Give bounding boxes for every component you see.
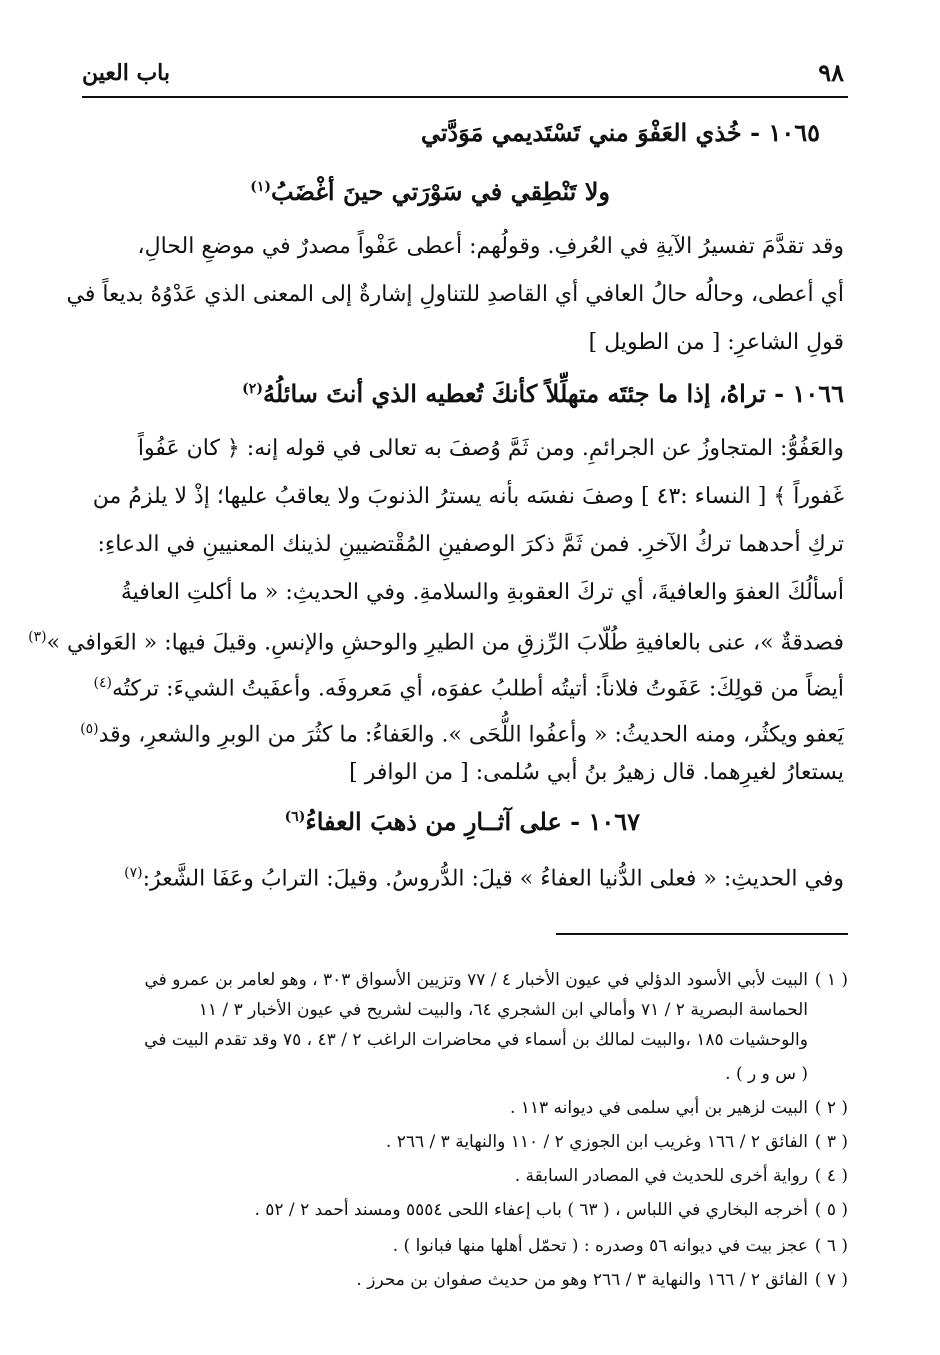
footnote-7: ( ٧ )الفائق ٢ / ١٦٦ والنهاية ٣ / ٢٦٦ وهو من حديث صفوان بن محرز . (356, 1270, 848, 1290)
footnote-2: ( ٢ )البيت لزهير بن أبي سلمى في ديوانه ١١٣ . (509, 1098, 848, 1118)
body-line: وقد تقدَّمَ تفسيرُ الآيةِ في العُرفِ. وقولُهم: أعطى عَفْواً مصدرٌ في موضعِ الحالِ، (137, 234, 844, 259)
footnote-5: ( ٥ )أخرجه البخاري في اللباس ، ( ٦٣ ) باب إعفاء اللحى ٥٥٥٤ ومسند أحمد ٢ / ٥٢ . (254, 1200, 848, 1220)
body-line: غَفوراً ﴾ [ النساء :٤٣ ] وصفَ نفسَه بأنه يسترُ الذنوبَ ولا يعاقبُ عليها؛ إذْ لا يلزمُ من (92, 484, 844, 509)
body-line: أسألُكَ العفوَ والعافيةَ، أي تركَ العقوبةِ والسلامةِ. وفي الحديثِ: « ما أكلتِ العافيةُ (120, 580, 844, 605)
footnote-6: ( ٦ )عجز بيت في ديوانه ٥٦ وصدره : ( تحمّل أهلها منها فبانوا ) . (392, 1236, 848, 1256)
verse-1066: ١٠٦٦ - تراهُ، إذا ما جئتَه متهلِّلاً كأنكَ تُعطيه الذي أنتَ سائلُهُ$^{(٢)}$ (242, 379, 844, 408)
footnote-1-line: الحماسة البصرية ٢ / ٧١ وأمالي ابن الشجري ٦٤، والبيت لشريح في عيون الأخبار ٣ / ١١ (198, 1000, 808, 1020)
body-line: أيضاً من قولِكَ: عَفَوتُ فلاناً: أتيتُه أطلبُ عفوَه، أي مَعروفَه. وأعفَيتُ الشيءَ: تركتُه$^{(٤)}$ (93, 675, 844, 702)
footnote-marker: (٦) (284, 809, 306, 825)
footnote-marker: (٤) (93, 675, 112, 691)
header-rule (82, 96, 848, 98)
body-line: والعَفُوُّ: المتجاوزُ عن الجرائمِ. ومن ثَمَّ وُصفَ به تعالى في قوله إنه: ﴿ كان عَفُواً (137, 436, 844, 461)
body-line: يَعفو ويكثُر، ومنه الحديثُ: « وأعفُوا اللُّحَى ». والعَفاءُ: ما كثُرَ من الوبرِ والشعرِ، وقد$^{(٥)}$ (80, 721, 844, 748)
page-number: ٩٨ (818, 58, 844, 87)
footnote-1-line: والوحشيات ١٨٥ ،والبيت لمالك بن أسماء في محاضرات الراغب ٢ / ٤٣ ، ٧٥ وقد تقدم البيت في (144, 1030, 808, 1050)
footnote-1: ( ١ )البيت لأبي الأسود الدؤلي في عيون الأخبار ٤ / ٧٧ وتزيين الأسواق ٣٠٣ ، وهو لعامر بن عمرو في (144, 970, 848, 990)
footnote-4: ( ٤ )رواية أخرى للحديث في المصادر السابقة . (514, 1166, 848, 1186)
footnote-marker: (١) (250, 179, 271, 195)
footnote-1-line: ( س و ر ) . (725, 1064, 808, 1084)
footnote-separator (556, 933, 848, 935)
footnote-marker: (٣) (28, 629, 47, 645)
footnote-3: ( ٣ )الفائق ٢ / ١٦٦ وغريب ابن الجوزي ٢ / ١١٠ والنهاية ٣ / ٢٦٦ . (385, 1132, 848, 1152)
body-line: وفي الحديثِ: « فعلى الدُّنيا العفاءُ » قيلَ: الدُّروسُ. وقيلَ: الترابُ وعَفَا الشَّعرُ:$^{(٧)}$ (124, 865, 844, 892)
body-line: يستعارُ لغيرِهما. قال زهيرُ بنُ أبي سُلمى: [ من الوافر ] (349, 760, 844, 785)
verse-1067: ١٠٦٧ - على آثــارِ من ذهبَ العفاءُ$^{(٦)}$ (284, 807, 640, 836)
chapter-title: باب العين (82, 60, 171, 86)
body-line: تركِ أحدهما تركُ الآخرِ. فمن ثَمَّ ذكرَ الوصفينِ المُقْتضيينِ لذينك المعنيينِ في الدعاءِ: (97, 532, 844, 557)
body-line: قولِ الشاعرِ: [ من الطويل ] (588, 330, 844, 355)
body-line: فصدقةٌ »، عنى بالعافيةِ طُلّابَ الرِّزقِ من الطيرِ والوحشِ والإنسِ. وقيلَ فيها: « العَوافي »$^{(٣)}$ (28, 629, 844, 656)
footnote-marker: (٧) (124, 865, 143, 881)
footnote-marker: (٥) (80, 721, 99, 737)
body-line: أي أعطى، وحالُه حالُ العافي أي القاصدِ للتناولِ إشارةٌ إلى المعنى الذي عَدْوُهُ بديعاً في (66, 282, 844, 307)
footnote-marker: (٢) (242, 381, 263, 397)
verse-1065-first-hemistich: ١٠٦٥ - خُذي العَفْوَ مني تَسْتَديمي مَوَدَّتي (420, 118, 820, 147)
verse-1065-second-hemistich: ولا تَنْطِقي في سَوْرَتي حينَ أغْضَبُ$^{(١)}$ (250, 177, 610, 206)
